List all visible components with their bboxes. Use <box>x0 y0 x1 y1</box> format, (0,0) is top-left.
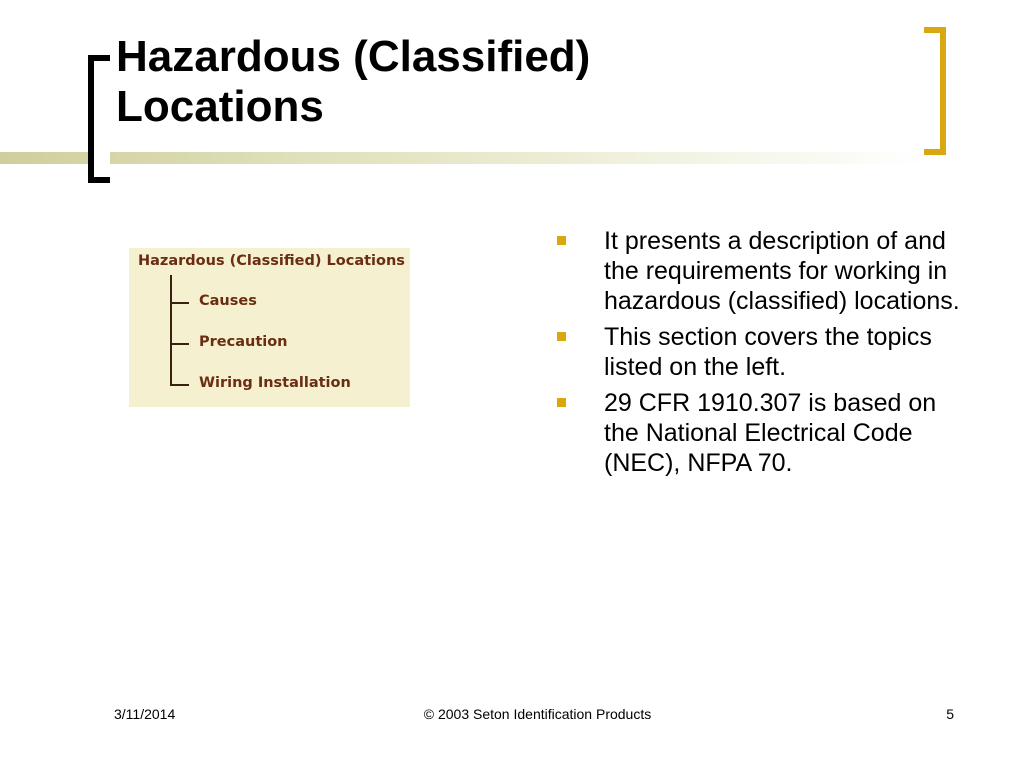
topic-tree-item-wiring-installation: Wiring Installation <box>199 375 351 391</box>
topic-tree-branch <box>170 384 189 386</box>
slide-title-line-2: Locations <box>116 82 324 131</box>
topic-tree-trunk <box>170 275 172 386</box>
bullet-item <box>553 322 973 382</box>
footer-page-number: 5 <box>946 706 954 722</box>
right-bracket-decoration <box>924 27 946 155</box>
bullet-item <box>553 226 973 316</box>
left-bracket-decoration <box>88 55 110 183</box>
topic-tree-branch <box>170 302 189 304</box>
title-underline-stripe <box>0 152 930 164</box>
footer-date: 3/11/2014 <box>114 706 176 722</box>
bullet-list <box>553 226 973 484</box>
square-bullet-icon <box>557 332 566 341</box>
bullet-text: 29 CFR 1910.307 is based on the National Electrical Code (NEC), NFPA 70. <box>604 389 937 477</box>
bullet-item <box>553 388 973 478</box>
bullet-text: This section covers the topics listed on the left. <box>604 323 932 381</box>
topic-tree-heading: Hazardous (Classified) Locations <box>138 253 405 269</box>
topic-tree-item-causes: Causes <box>199 293 257 309</box>
slide-title-line-1: Hazardous (Classified) <box>116 32 591 81</box>
square-bullet-icon <box>557 236 566 245</box>
topic-tree-image <box>129 248 410 407</box>
topic-tree-branch <box>170 343 189 345</box>
topic-tree-item-precaution: Precaution <box>199 334 288 350</box>
slide-title <box>116 32 906 132</box>
bullet-text: It presents a description of and the requirements for working in hazardous (classified) locations. <box>604 227 960 315</box>
square-bullet-icon <box>557 398 566 407</box>
footer-copyright: © 2003 Seton Identification Products <box>423 706 652 722</box>
